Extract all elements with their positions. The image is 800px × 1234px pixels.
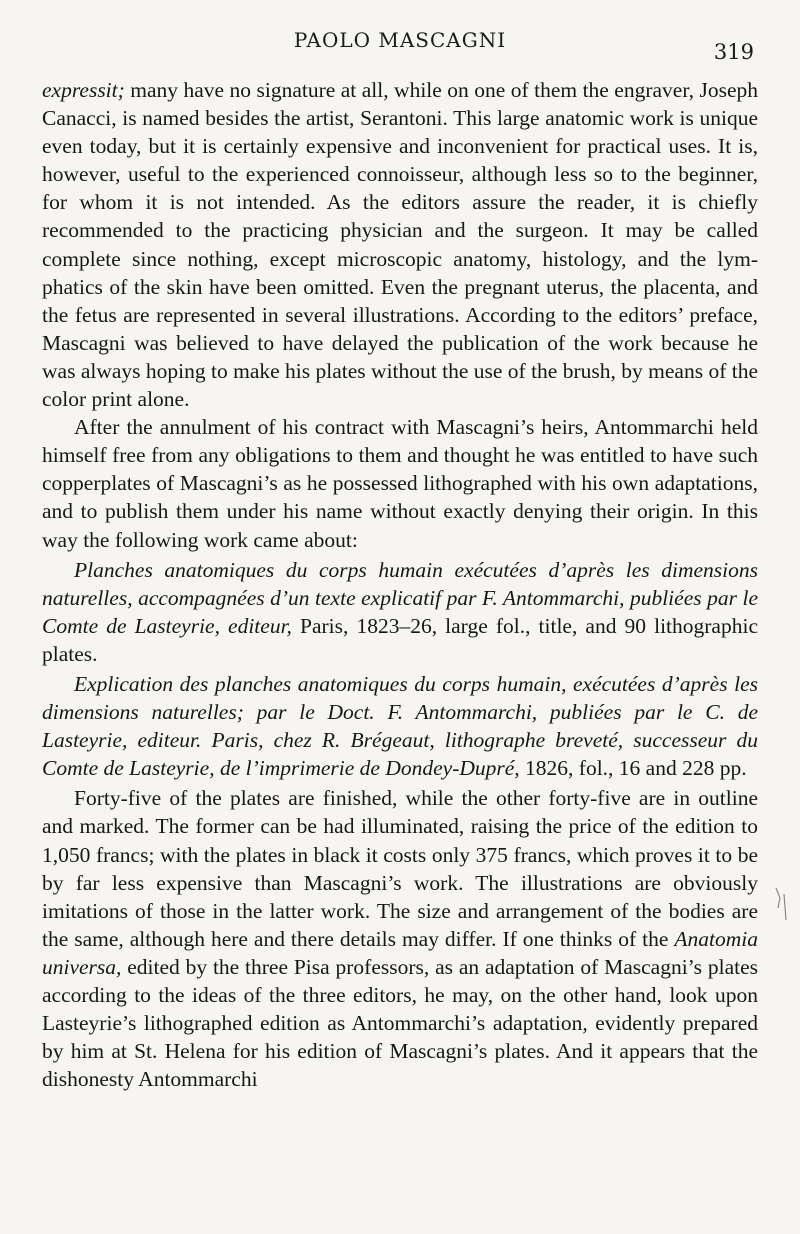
paragraph-5-italic: Anatomia universa, [42, 926, 758, 979]
paragraph-5-text-a: Forty-five of the plates are finished, while the other forty-five are in outline and marked. The former can be had illuminated, raising the price of the edition to 1,050 francs; with the plates in black it costs only 375 francs, which proves it to be by far less expensive than Mascagni’s work. The illustrations are obviously imitations of those in the latter work. The size and arrangement of the bodies are the same, although here and there details may differ. If one thinks of the [42, 786, 758, 951]
page-header [40, 22, 760, 62]
paragraph-5-text-c: edited by the three Pisa professors, as an adaptation of Mascagni’s plates according to the ideas of the three editors, he may, on the other hand, look upon Lasteyrie’s lithographed edition as Antommarchi’s adaptation, evidently prepared by him at St. Helena for his edition of Mascagni’s plates. And it appears that the dishonesty Antommarchi [42, 954, 758, 1092]
citation-1-details: Paris, 1823–26, large fol., title, and 90 lithographic plates. [42, 613, 758, 666]
page-number: 319 [713, 40, 754, 64]
citation-2 [42, 670, 758, 782]
citation-1-title: Planches anatomiques du corps humain exécutées d’après les dimensions naturelles, accompagnées d’un texte explicatif par F. Antommarchi, publiées par le Comte de Lasteyrie, editeur, [42, 557, 758, 638]
paragraph-1-italic-start: expressit; [42, 78, 125, 102]
running-title: PAOLO MASCAGNI [293, 28, 507, 52]
paragraph-1-text: many have no signature at all, while on one of them the engraver, Joseph Canacci, is named besides the artist, Serantoni. This large anatomic work is unique even today, but it is certainly expensive and inconvenient for practical uses. It is, however, useful to the experienced connoisseur, although less so to the beginner, for whom it is not intended. As the editors assure the reader, it is chiefly recommended to the practicing physician and the surgeon. It may be called complete since nothing, except microscopic anatomy, histology, and the lymphatics of the skin have been omitted. Even the pregnant uterus, the placenta, and the fetus are represented in several illustrations. According to the editors’ preface, Mascagni was believed to have delayed the publication of the work because he was always hoping to make his plates without the use of the brush, by means of the color print alone. [42, 78, 758, 412]
citation-1 [42, 556, 758, 668]
paragraph-1 [42, 76, 758, 413]
body-text [42, 76, 758, 1093]
paragraph-5 [42, 784, 758, 1093]
citation-2-details: 1826, fol., 16 and 228 pp. [519, 756, 747, 781]
pencil-margin-mark [772, 884, 790, 924]
paragraph-2: After the annulment of his contract with Mascagni’s heirs, Antommarchi held himself free from any obligations to them and thought he was entitled to have such copperplates of Mascagni’s as he possessed lithographed with his own adaptations, and to publish them under his name without exactly denying their origin. In this way the following work came about: [42, 415, 758, 552]
citation-2-title: Explication des planches anatomiques du corps humain, exécutées d’après les dimensions naturelles; par le Doct. F. Antommarchi, publiées par le C. de Lasteyrie, editeur. Paris, chez R. Brégeaut, lithographe breveté, successeur du Comte de Lasteyrie, de l’imprimerie de Dondey-Dupré, [42, 671, 758, 781]
